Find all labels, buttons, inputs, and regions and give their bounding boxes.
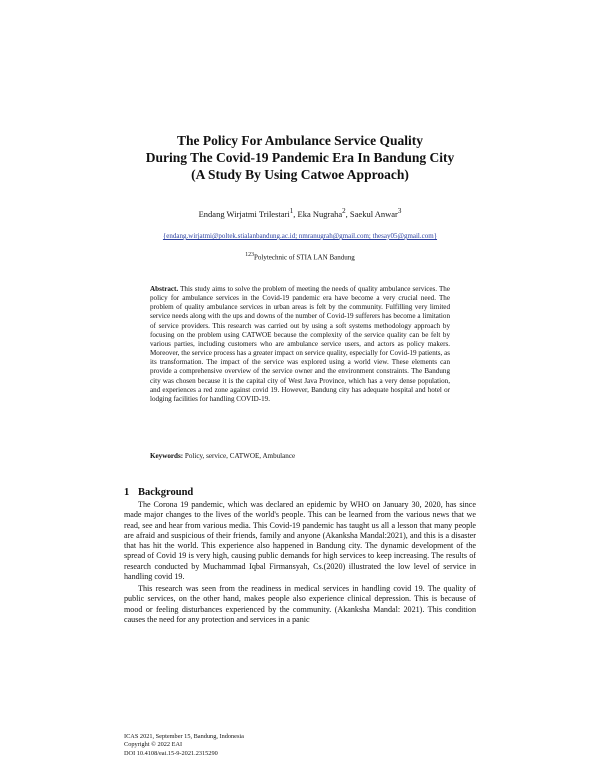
author-separator: , [293, 208, 298, 219]
author-name: Eka Nugraha [297, 208, 343, 219]
affiliation [60, 252, 540, 261]
body-paragraph: This research was seen from the readiness in medical services in handling covid 19. The quality of public services, on the other hand, makes people also experience clinical depression. This is because of mood or feeling disturbances experienced by the community. (Akanksha Mandal: 2021). This condition causes the need for any protection and services in a panic [124, 584, 476, 624]
footer-line: Copyright © 2022 EAI [124, 741, 183, 749]
title-line: (A Study By Using Catwoe Approach) [191, 167, 409, 182]
footer-line: ICAS 2021, September 15, Bandung, Indonesia [124, 733, 244, 740]
affiliation-sup: 123 [245, 252, 255, 258]
page-footer [124, 733, 244, 758]
body-paragraph: The Corona 19 pandemic, which was declared an epidemic by WHO on January 30, 2020, has since made major changes to the lives of the world's people. This can be learned from the various news that we read, see and hear from various media. This Covid-19 pandemic has taught us all a lesson that many people are afraid and suspicious of their friends, family and anyone (Akanksha Mandal:2021), and this is a disaster that has hit the world. This experience also happened in Bandung city. The dynamic development of the spread of Covid 19 is very high, causing public demands for high services to keep increasing. The results of research conducted by Muchammad Iqbal Firmansyah, Cs.(2020) illustrated the low level of service in handling covid 19. [124, 500, 476, 581]
author-list [60, 207, 540, 219]
affiliation-text: Polytechnic of STIA LAN Bandung [254, 253, 355, 262]
footer-line: DOI 10.4108/eai.15-9-2021.2315290 [124, 749, 218, 757]
section-body [124, 500, 476, 625]
section-title: Background [138, 487, 194, 498]
author-name: Endang Wirjatmi Trilestari [198, 208, 290, 219]
keywords [150, 452, 450, 460]
abstract-text: This study aims to solve the problem of meeting the needs of quality ambulance services. The policy for ambulance services in the Covid-19 pandemic era have become a very crucial need. The problem of quality ambulance services in urban areas is felt by the community. Fulfilling very limited service needs along with the ups and downs of the number of Covid-19 sufferers has become a limitation of service providers. This research was carried out by using a soft systems methodology approach by focusing on the problem using CATWOE because the complexity of the service quality can be felt by various parties, including customers who are ambulance service users, and actors as policy makers. Moreover, the service process has a greater impact on service quality, especially for Covid-19 patients, as its transformation. The impact of the service was explored using a world view. These elements can provide a comprehensive overview of the service owner and the environment constraints. The Bandung city was chosen because it is the capital city of West Java Province, which has a very dense population, and experiences a red zone against covid 19. However, Bandung city has adequate hospital and hotel or lodging facilities for handling COVID-19. [150, 285, 450, 403]
paper-title [60, 132, 540, 183]
keywords-label: Keywords: [150, 452, 184, 460]
author-sup: 1 [289, 207, 294, 215]
author-sup: 3 [397, 207, 402, 215]
title-line: During The Covid-19 Pandemic Era In Bandung City [145, 150, 455, 165]
abstract [150, 285, 450, 404]
section-heading [124, 487, 193, 498]
author-name: Saekul Anwar [349, 208, 398, 219]
abstract-label: Abstract. [150, 285, 179, 293]
author-sup: 2 [342, 207, 346, 215]
keywords-text: Policy, service, CATWOE, Ambulance [183, 452, 296, 460]
author-separator: , [345, 208, 350, 219]
author-emails-link[interactable]: {endang.wirjatmi@poltek.stialanbandung.ac.id; nmranugrah@gmail.com; thesay05@gmail.com} [162, 232, 438, 240]
title-line: The Policy For Ambulance Service Quality [176, 133, 424, 148]
section-number: 1 [124, 487, 130, 498]
